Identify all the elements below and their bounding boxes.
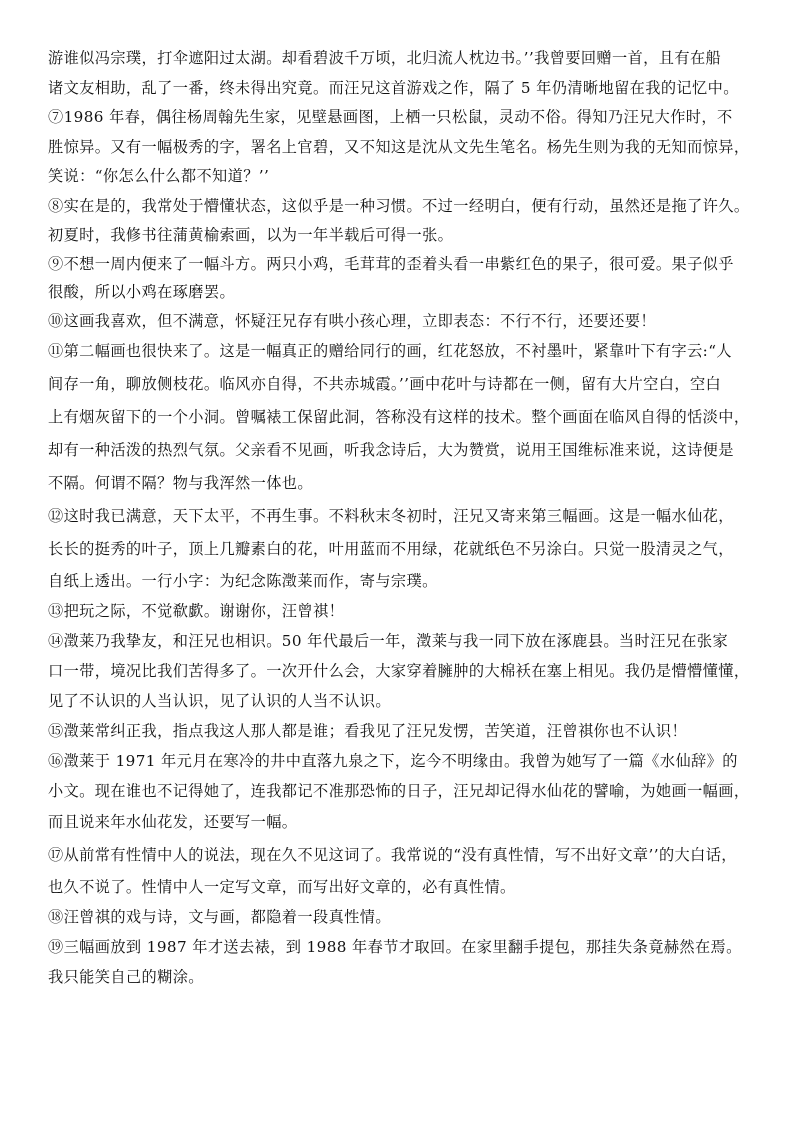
text-line: ⑮澂莱常纠正我，指点我这人那人都是谁；看我见了汪兄发愣，苦笑道，汪曾祺你也不认识！: [48, 722, 688, 740]
text-line: 诸文友相助，乱了一番，终未得出究竟。而汪兄这首游戏之作，隔了 5 年仍清晰地留在我的记忆中。: [48, 78, 739, 97]
text-line: 而且说来年水仙花发，还要写一幅。: [48, 813, 298, 831]
text-line: ⑩这画我喜欢，但不满意，怀疑汪兄存有哄小孩心理，立即表态：不行不行，还要还要！: [48, 311, 656, 330]
text-line: ⑲三幅画放到 1987 年才送去裱，到 1988 年春节才取回。在家里翻手提包，那挂失条竟赫然在焉。: [48, 938, 742, 956]
text-line: ⑬把玩之际，不觉欷歔。谢谢你，汪曾祺！: [48, 602, 345, 620]
text-line: ⑨不想一周内便来了一幅斗方。两只小鸡，毛茸茸的歪着头看一串紫红色的果子，很可爱。果子似乎: [48, 254, 734, 273]
text-line: 胜惊异。又有一幅极秀的字，署名上官碧，又不知这是沈从文先生笔名。杨先生则为我的无知而惊异，: [48, 137, 750, 156]
text-line: ⑯澂莱于 1971 年元月在寒冷的井中直落九泉之下，迄今不明缘由。我曾为她写了一篇《水仙辞》的: [48, 752, 738, 770]
text-line: ⑰从前常有性情中人的说法，现在久不见这词了。我常说的“没有真性情，写不出好文章’’的大白话，: [48, 846, 737, 864]
text-line: 小文。现在谁也不记得她了，连我都记不准那恐怖的日子，汪兄却记得水仙花的譬喻，为她画一幅画，: [48, 782, 750, 800]
text-line: 口一带，境况比我们苦得多了。一次开什么会，大家穿着臃肿的大棉袄在塞上相见。我仍是懵懵懂懂，: [48, 662, 750, 680]
text-line: 初夏时，我修书往蒲黄榆索画，以为一年半载后可得一张。: [48, 226, 454, 244]
text-line: ⑧实在是的，我常处于懵懂状态，这似乎是一种习惯。不过一经明白，便有行动，虽然还是拖了许久。: [48, 196, 750, 215]
text-line: ⑪第二幅画也很快来了。这是一幅真正的赠给同行的画，红花怒放，不衬墨叶，紧靠叶下有字云:“人: [48, 342, 732, 360]
text-line: ⑱汪曾祺的戏与诗，文与画，都隐着一段真性情。: [48, 908, 391, 926]
text-line: ⑫这时我已满意，天下太平，不再生事。不料秋末冬初时，汪兄又寄来第三幅画。这是一幅水仙花，: [48, 507, 734, 525]
text-line: 间存一角，聊放侧枝花。临风亦自得，不共赤城霞。’’画中花叶与诗都在一侧，留有大片空白，空白: [48, 375, 722, 393]
text-line: ⑭澂莱乃我挚友，和汪兄也相识。50 年代最后一年，澂莱与我一同下放在涿鹿县。当时汪兄在张家: [48, 632, 729, 650]
text-line: 笑说：“你怎么什么都不知道？’’: [48, 167, 270, 185]
text-line: 却有一种活泼的热烈气氛。父亲看不见画，听我念诗后，大为赞赏，说用王国维标准来说，这诗便是: [48, 441, 734, 459]
text-line: ⑦1986 年春，偶往杨周翰先生家，见壁悬画图，上栖一只松鼠，灵动不俗。得知乃汪兄大作时，不: [48, 108, 733, 126]
text-line: 也久不说了。性情中人一定写文章，而写出好文章的，必有真性情。: [48, 878, 516, 896]
text-line: 上有烟灰留下的一个小洞。曾嘱裱工保留此洞，答称没有这样的技术。整个画面在临风自得的恬淡中，: [48, 408, 750, 426]
text-line: 我只能笑自己的糊涂。: [48, 968, 204, 986]
text-line: 自纸上透出。一行小字：为纪念陈澂莱而作，寄与宗璞。: [48, 572, 438, 590]
text-line: 见了不认识的人当认识，见了认识的人当不认识。: [48, 692, 391, 710]
text-line: 长长的挺秀的叶子，顶上几瓣素白的花，叶用蓝而不用绿，花就纸色不另涂白。只觉一股清灵之气，: [48, 540, 734, 558]
text-line: 很酸，所以小鸡在琢磨罢。: [48, 283, 236, 301]
text-line: 游谁似冯宗璞，打伞遮阳过太湖。却看碧波千万顷，北归流人枕边书。’’我曾要回赠一首，且有在船: [48, 49, 722, 67]
text-line: 不隔。何谓不隔？物与我浑然一体也。: [48, 474, 313, 492]
